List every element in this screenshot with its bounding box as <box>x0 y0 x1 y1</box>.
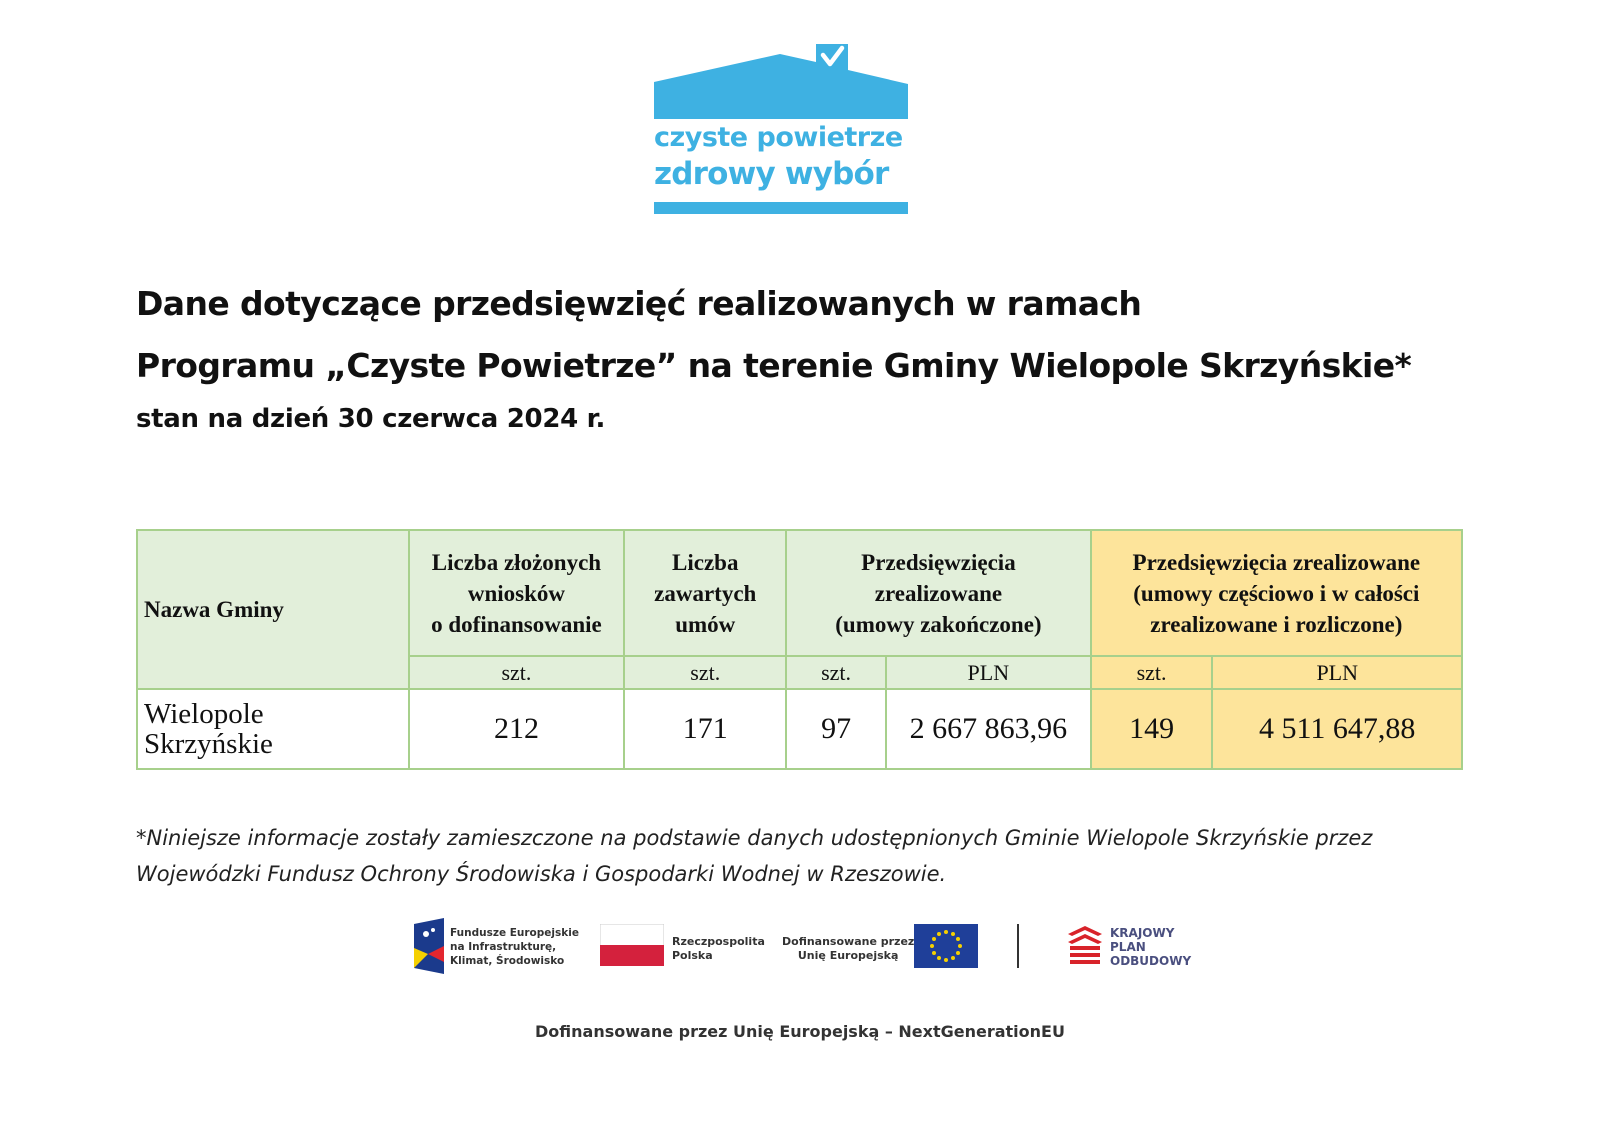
partner-logos <box>410 916 1210 976</box>
unit-completed-count: szt. <box>786 656 886 689</box>
footnote-line1: *Niniejsze informacje zostały zamieszczone na podstawie danych udostępnionych Gminie Wielopole Skrzyńskie przez <box>136 826 1373 850</box>
cell-contracts: 171 <box>624 689 786 769</box>
house-checkmark-icon <box>654 42 910 122</box>
unit-contracts: szt. <box>624 656 786 689</box>
footnote <box>136 820 1476 892</box>
unit-partial-pln: PLN <box>1212 656 1462 689</box>
kpo-logo-text: KRAJOWY PLAN ODBUDOWY <box>1110 926 1192 968</box>
logo-underline <box>654 202 908 214</box>
unit-applications: szt. <box>409 656 625 689</box>
unit-completed-pln: PLN <box>886 656 1091 689</box>
fe-logo-text: Fundusze Europejskie na Infrastrukturę, Klimat, Środowisko <box>450 927 579 967</box>
fe-logo-icon <box>414 918 444 974</box>
footnote-line2: Wojewódzki Fundusz Ochrony Środowiska i Gospodarki Wodnej w Rzeszowie. <box>136 862 947 886</box>
cell-municipality-name: Wielopole Skrzyńskie <box>137 689 409 769</box>
table-row <box>137 689 1462 769</box>
cell-applications: 212 <box>409 689 625 769</box>
polish-flag-icon <box>600 924 664 966</box>
page-title-line1: Dane dotyczące przedsięwzięć realizowanych w ramach <box>136 284 1142 323</box>
header-completed: Przedsięwzięcia zrealizowane (umowy zakończone) <box>786 530 1091 656</box>
funding-statement: Dofinansowane przez Unię Europejską – NextGenerationEU <box>535 1022 1065 1041</box>
data-table <box>136 529 1463 770</box>
table-header-row <box>137 530 1462 656</box>
cell-completed-count: 97 <box>786 689 886 769</box>
eu-flag-icon <box>914 924 978 968</box>
cell-partial-count: 149 <box>1091 689 1213 769</box>
cell-partial-pln: 4 511 647,88 <box>1212 689 1462 769</box>
partner-divider <box>1017 924 1019 968</box>
header-municipality-name: Nazwa Gminy <box>137 530 409 689</box>
logo-text-line2: zdrowy wybór <box>654 156 889 192</box>
kpo-logo-icon <box>1064 924 1106 970</box>
program-logo <box>654 42 910 218</box>
unit-partial-count: szt. <box>1091 656 1213 689</box>
logo-text-line1: czyste powietrze <box>654 122 903 153</box>
page-title-line2: Programu „Czyste Powietrze” na terenie Gminy Wielopole Skrzyńskie* <box>136 346 1412 385</box>
header-completed-partial: Przedsięwzięcia zrealizowane (umowy częściowo i w całości zrealizowane i rozliczone) <box>1091 530 1462 656</box>
eu-logo-text: Dofinansowane przez Unię Europejską <box>782 935 915 962</box>
header-contracts: Liczba zawartych umów <box>624 530 786 656</box>
rp-logo-text: Rzeczpospolita Polska <box>672 935 765 962</box>
header-applications: Liczba złożonych wniosków o dofinansowanie <box>409 530 625 656</box>
page-subtitle-date: stan na dzień 30 czerwca 2024 r. <box>136 404 606 434</box>
cell-completed-pln: 2 667 863,96 <box>886 689 1091 769</box>
